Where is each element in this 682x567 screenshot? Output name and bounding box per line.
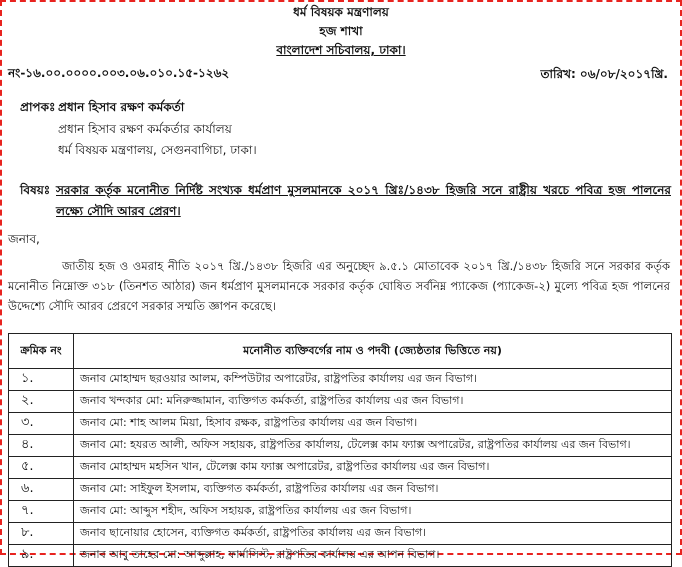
memo-number: নং-১৬.০০.০০০০.০০৩.০৬.০১০.১৫-১২৬২ (8, 66, 230, 80)
row-serial: ১. (9, 369, 74, 391)
table-row (9, 413, 672, 435)
row-serial: ৪. (9, 435, 74, 457)
row-serial: ৮. (9, 523, 74, 545)
secretariat-heading (0, 42, 682, 62)
row-serial: ৯. (9, 545, 74, 567)
body-paragraph: জাতীয় হজ ও ওমরাহ নীতি ২০১৭ খ্রি./১৪৩৮ হিজরি এর অনুচ্ছেদ ৯.৫.১ মোতাবেক ২০১৭ খ্রি./১৪৩৮ হিজরি সনে সরকার কর্তৃক মনোনীত নিম্নোক্ত ৩১৮ (তিনশত আঠার) জন ধর্মপ্রাণ মুসলমানকে সরকার কর্তৃক ঘোষিত সর্বনিম্ন প্যাকেজ (প্যাকেজ-২) মুল্যে পবিত্র হজ পালনের উদ্দেশ্যে সৌদি আরব প্রেরণে সরকার সম্মতি জ্ঞাপন করেছে। (8, 259, 670, 313)
table-row (9, 501, 672, 523)
row-name: জনাব ছানোয়ার হোসেন, ব্যক্তিগত কর্মকর্তা, রাষ্ট্রপতির কার্যালয় এর জন বিভাগ। (74, 523, 672, 545)
table-row (9, 523, 672, 545)
subject-line (56, 180, 671, 222)
row-name: জনাব মোহাম্মদ ছরওয়ার আলম, কম্পিউটার অপারেটর, রাষ্ট্রপতির কার্যালয় এর জন বিভাগ। (74, 369, 672, 391)
secretariat-text: বাংলাদেশ সচিবালয়, ঢাকা। (276, 43, 406, 57)
recipient-address: ধর্ম বিষয়ক মন্ত্রণালয়, সেগুনবাগিচা, ঢাকা। (58, 143, 257, 157)
row-name: জনাব আবু তাহের মো: আব্দুল্লাহ, ফার্মাসিস্ট, রাষ্ট্রপতির কার্যালয় এর আপন বিভাগ। (74, 545, 672, 567)
row-serial: ২. (9, 391, 74, 413)
subject-text: সরকার কর্তৃক মনোনীত নির্দিষ্ট সংখ্যক ধর্মপ্রাণ মুসলমানকে ২০১৭ খ্রিঃ/১৪৩৮ হিজরি সনে রাষ্ট্রীয় খরচে পবিত্র হজ পালনের লক্ষ্যে সৌদি আরব প্রেরণ। (56, 183, 671, 218)
table-row (9, 479, 672, 501)
table-row (9, 391, 672, 413)
recipient-designation: প্রধান হিসাব রক্ষণ কর্মকর্তা (58, 100, 185, 114)
nominee-table (8, 333, 672, 567)
recipient-label: প্রাপকঃ (20, 100, 56, 114)
row-serial: ৬. (9, 479, 74, 501)
row-serial: ৩. (9, 413, 74, 435)
memo-date: তারিখ: ০৬/০৮/২০১৭খ্রি. (540, 67, 668, 81)
table-header-row (9, 334, 672, 369)
branch-heading: হজ শাখা (319, 24, 363, 38)
row-name: জনাব মোহাম্মদ মহসিন খান, টেলেক্স কাম ফ্যাক্স অপারেটর, রাষ্ট্রপতির কার্যালয় এর জন বিভাগ। (74, 457, 672, 479)
names-header: মনোনীত ব্যক্তিবর্গের নাম ও পদবী (জ্যেষ্ঠতার ভিত্তিতে নয়) (74, 334, 672, 369)
row-serial: ৫. (9, 457, 74, 479)
recipient-office: প্রধান হিসাব রক্ষণ কর্মকর্তার কার্যালয় (58, 122, 232, 136)
subject-label: বিষয়ঃ (20, 183, 51, 197)
table-row (9, 457, 672, 479)
salutation: জনাব, (8, 232, 40, 246)
row-name: জনাব মো: হযরত আলী, অফিস সহায়ক, রাষ্ট্রপতির কার্যালয়, টেলেক্স কাম ফ্যাক্স অপারেটর, রাষ্ট্রপতির কার্যালয় এর জন বিভাগ। (74, 435, 672, 457)
row-name: জনাব খন্দকার মো: মনিরুজ্জামান, ব্যক্তিগত কর্মকর্তা, রাষ্ট্রপতির কার্যালয় এর জন বিভাগ। (74, 391, 672, 413)
serial-header: ক্রমিক নং (9, 334, 74, 369)
table-row (9, 545, 672, 567)
table-row (9, 435, 672, 457)
row-serial: ৭. (9, 501, 74, 523)
row-name: জনাব মো: শাহ আলম মিয়া, হিসাব রক্ষক, রাষ্ট্রপতির কার্যালয় এর জন বিভাগ। (74, 413, 672, 435)
table-row (9, 369, 672, 391)
ministry-heading: ধর্ম বিষয়ক মন্ত্রণালয় (293, 5, 389, 19)
row-name: জনাব মো: আব্দুস শহীদ, অফিস সহায়ক, রাষ্ট্রপতির কার্যালয় এর জন বিভাগ। (74, 501, 672, 523)
row-name: জনাব মো: সাইফুল ইসলাম, ব্যক্তিগত কর্মকর্তা, রাষ্ট্রপতির কার্যালয় এর জন বিভাগ। (74, 479, 672, 501)
